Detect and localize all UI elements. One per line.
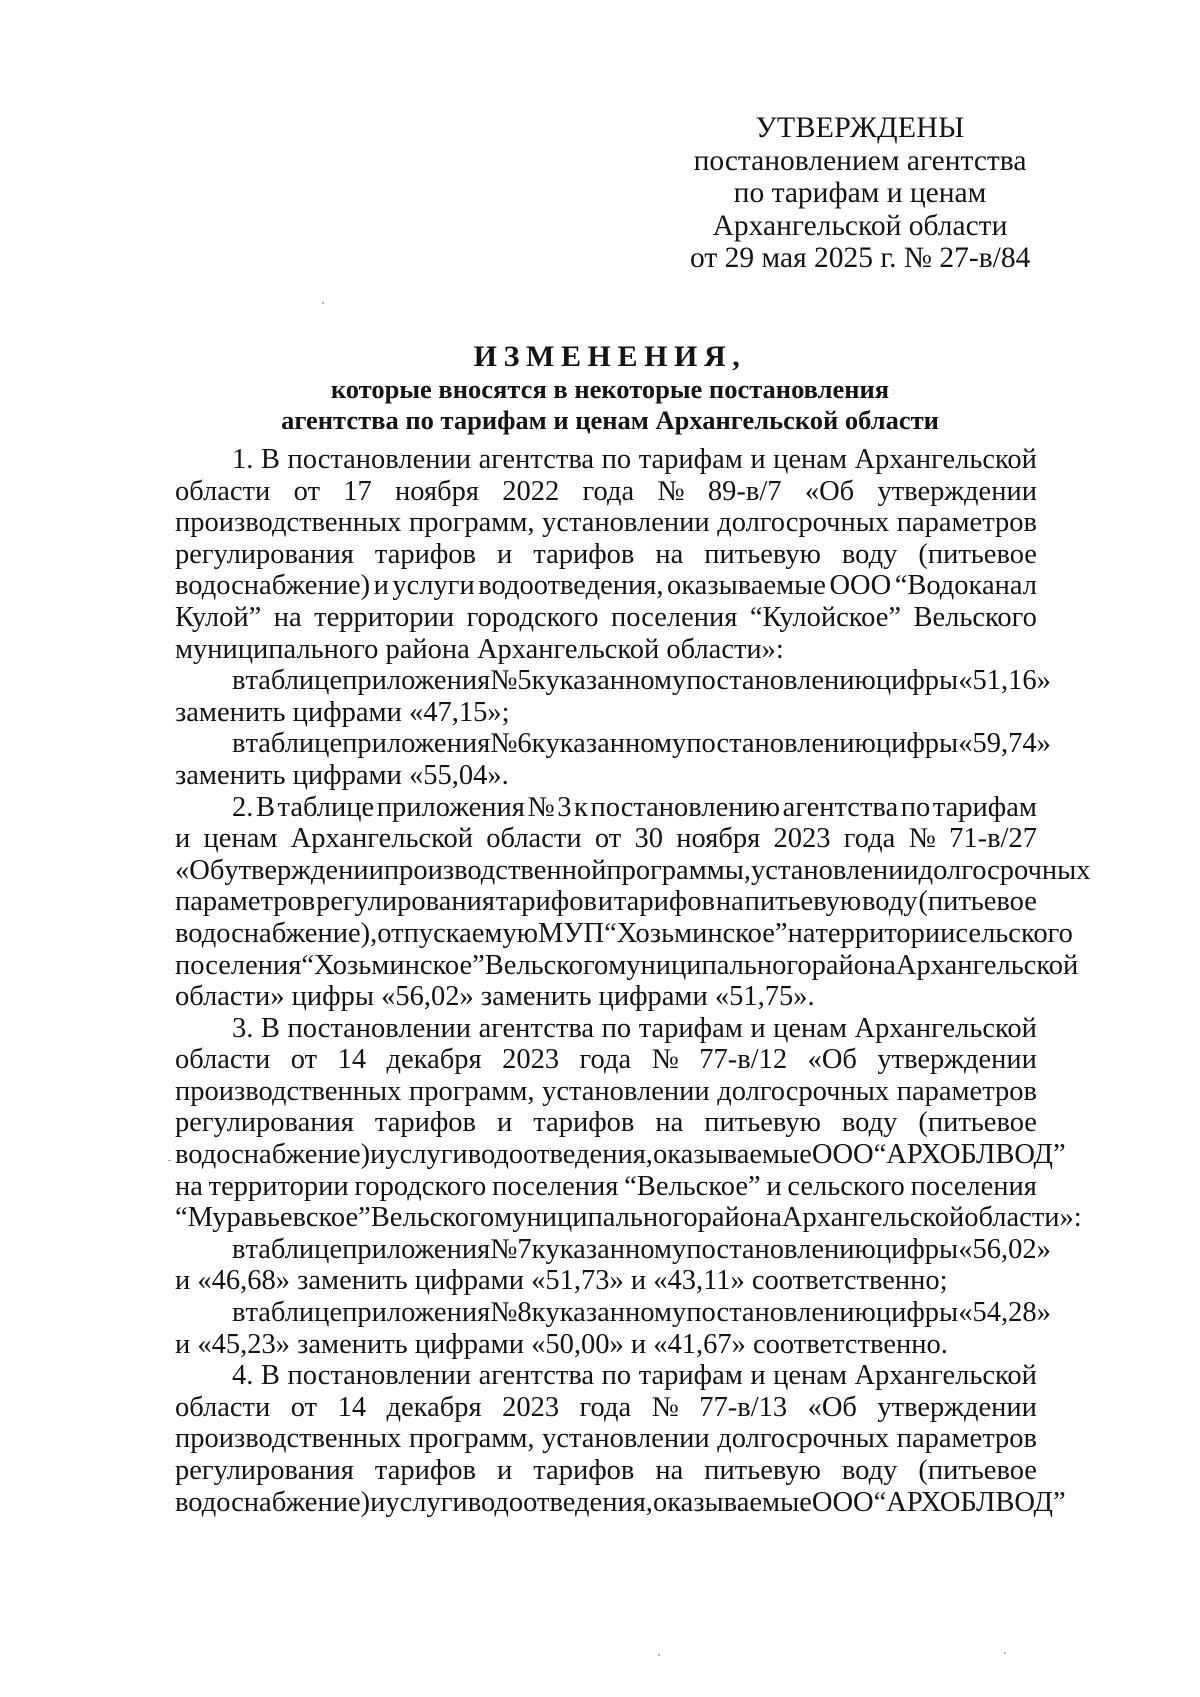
body-word: “Водоканал xyxy=(894,570,1037,602)
body-word: питьевую xyxy=(704,1107,821,1139)
body-line xyxy=(175,1171,1037,1203)
body-word: агентства xyxy=(782,791,899,823)
body-word: тарифов xyxy=(495,886,597,918)
body-word: № xyxy=(908,823,936,855)
body-word: тарифам xyxy=(638,1012,743,1044)
body-word: постановлению xyxy=(686,728,876,760)
body-word: постановлении xyxy=(287,1012,472,1044)
body-word: постановлении xyxy=(287,444,472,475)
body-line xyxy=(175,886,1037,918)
body-word: параметров xyxy=(896,1075,1037,1107)
scan-speck xyxy=(322,302,324,304)
body-word: производственных xyxy=(175,1423,402,1455)
body-word: тарифов xyxy=(374,1455,477,1486)
body-word: и xyxy=(597,886,614,918)
body-word: 77-в/13 xyxy=(699,1391,788,1423)
body-word: в xyxy=(232,1297,246,1329)
body-word: указанному xyxy=(545,1233,687,1265)
body-word: на xyxy=(273,601,302,633)
scan-speck xyxy=(1004,1652,1006,1654)
title-subtitle-line-1: которые вносятся в некоторые постановления xyxy=(330,374,890,404)
body-line xyxy=(175,1233,1051,1266)
body-word: питьевую xyxy=(704,1455,821,1486)
body-word: Архангельской xyxy=(290,823,474,855)
body-line: и «46,68» заменить цифрами «51,73» и «43,11» соответственно; xyxy=(175,1265,948,1297)
body-word: параметров xyxy=(896,1423,1037,1455)
body-word: постановлению xyxy=(686,1297,876,1329)
body-word: по xyxy=(601,444,632,475)
body-line: заменить цифрами «55,04». xyxy=(175,759,509,791)
body-word: 3. xyxy=(232,1012,254,1044)
approval-line: Архангельской области xyxy=(712,209,1008,242)
body-word: таблице xyxy=(245,728,343,760)
body-word: на xyxy=(655,1455,684,1486)
body-word: ценам xyxy=(203,823,278,855)
body-word: «54,28» xyxy=(958,1297,1051,1329)
body-line xyxy=(175,476,1037,508)
body-word: водоотведения, xyxy=(467,1486,653,1518)
body-word: агентства xyxy=(478,1012,595,1044)
body-word: В xyxy=(260,444,280,475)
body-word: оказываемые xyxy=(652,1486,812,1518)
body-word: регулирования xyxy=(316,886,495,918)
body-word: городского xyxy=(354,1170,487,1202)
body-word: водоотведения, xyxy=(467,1139,653,1171)
body-line: и «45,23» заменить цифрами «50,00» и «41,67» соответственно. xyxy=(175,1328,948,1360)
body-word: в xyxy=(232,665,246,697)
body-word: сельского xyxy=(955,917,1073,949)
body-word: Архангельской xyxy=(854,1012,1037,1044)
body-word: 8 xyxy=(517,1297,532,1329)
body-word: приложения xyxy=(376,791,525,823)
body-word: 3 xyxy=(557,791,572,823)
body-word: В xyxy=(255,791,275,823)
body-word: долгосрочных xyxy=(717,507,890,539)
body-word: городского xyxy=(466,601,599,633)
body-word: ноября xyxy=(395,475,479,507)
body-word: и xyxy=(370,1139,386,1171)
body-word: “Муравьевское” xyxy=(175,1202,371,1234)
body-word: Архангельской xyxy=(895,949,1079,981)
body-word: утверждении xyxy=(224,854,384,886)
body-line xyxy=(175,1202,1082,1234)
body-word: тарифов xyxy=(374,538,477,570)
body-word: и xyxy=(497,538,513,570)
body-line xyxy=(175,728,1051,760)
body-word: постановлению xyxy=(686,1233,876,1265)
body-word: тарифам xyxy=(638,1360,743,1392)
body-line xyxy=(175,1360,1037,1392)
body-word: программ, xyxy=(408,507,535,539)
body-word: воду xyxy=(841,538,898,570)
body-line: области» цифры «56,02» заменить цифрами «51,75». xyxy=(175,981,815,1013)
body-word: ценам xyxy=(773,1012,847,1044)
body-word: 2023 xyxy=(773,823,831,855)
body-word: 14 xyxy=(337,1044,367,1076)
body-word: агентства xyxy=(478,1360,595,1392)
body-word: 7 xyxy=(517,1233,532,1265)
body-word: № xyxy=(527,791,555,823)
body-word: указанному xyxy=(545,665,687,697)
body-word: установлении xyxy=(542,507,710,539)
body-word: ООО xyxy=(811,1486,874,1518)
body-word: к xyxy=(531,665,546,697)
body-word: воду xyxy=(862,886,918,918)
body-word: и xyxy=(373,570,389,602)
document-title xyxy=(175,340,1045,436)
body-word: «59,74» xyxy=(958,728,1051,760)
body-word: тарифов xyxy=(533,1107,635,1139)
body-word: указанному xyxy=(545,728,687,760)
body-word: «Об xyxy=(804,475,855,507)
body-word: сельского xyxy=(787,1170,905,1202)
body-line xyxy=(175,1297,1051,1329)
body-word: 2023 xyxy=(502,1044,560,1076)
body-word: ООО xyxy=(829,570,892,602)
body-word: к xyxy=(531,1297,546,1329)
body-line xyxy=(175,1423,1037,1455)
body-word: 2023 xyxy=(502,1391,560,1423)
body-word: 30 xyxy=(634,823,663,855)
body-word: приложения xyxy=(342,665,491,697)
body-word: «Об xyxy=(175,854,225,886)
body-word: от xyxy=(290,1391,318,1423)
body-word: № xyxy=(657,475,685,507)
body-word: “Хозьминское” xyxy=(301,949,485,981)
body-word: и xyxy=(370,1486,386,1518)
body-word: производственных xyxy=(175,507,402,539)
body-word: питьевую xyxy=(744,886,862,918)
body-word: № xyxy=(490,728,518,760)
body-word: от xyxy=(290,1044,318,1076)
body-word: утверждении xyxy=(877,1044,1037,1076)
body-line: заменить цифрами «47,15»; xyxy=(175,696,510,728)
body-word: регулирования xyxy=(175,1455,354,1486)
title-subtitle-line-2: агентства по тарифам и ценам Архангельской области xyxy=(281,405,939,435)
body-word: воду xyxy=(841,1107,898,1139)
body-word: поселения xyxy=(910,1170,1037,1202)
body-word: и xyxy=(497,1455,513,1486)
body-line xyxy=(175,917,1073,950)
body-line xyxy=(175,1392,1037,1424)
title-main: ИЗМЕНЕНИЯ, xyxy=(473,340,747,373)
body-word: № xyxy=(490,665,518,697)
body-word: года xyxy=(843,823,896,855)
approval-heading: УТВЕРЖДЕНЫ xyxy=(755,111,965,144)
body-word: поселения xyxy=(175,949,302,981)
body-word: долгосрочных xyxy=(717,1075,890,1107)
body-word: области xyxy=(175,475,271,507)
body-word: поселения xyxy=(492,1170,619,1202)
body-line xyxy=(175,1107,1037,1139)
body-word: тарифов xyxy=(374,1107,477,1139)
body-line xyxy=(175,507,1037,539)
body-word: и xyxy=(750,1012,766,1044)
body-word: муниципального xyxy=(608,949,812,981)
approval-line: постановлением агентства xyxy=(693,144,1027,177)
body-word: приложения xyxy=(342,728,491,760)
body-word: поселения xyxy=(611,601,738,633)
body-word: на xyxy=(715,886,744,918)
body-word: года xyxy=(582,475,635,507)
body-word: к xyxy=(574,791,588,823)
body-word: и xyxy=(766,1170,782,1202)
body-word: в xyxy=(232,728,246,760)
body-word: года xyxy=(579,1044,632,1076)
body-word: оказываемые xyxy=(667,570,826,602)
body-word: района xyxy=(811,949,896,981)
body-word: № xyxy=(651,1391,679,1423)
body-word: муниципального xyxy=(494,1202,698,1234)
body-line xyxy=(175,539,1037,571)
body-word: “Кулойское” xyxy=(749,601,902,633)
body-word: (питьевое xyxy=(918,886,1037,918)
body-word: к xyxy=(531,1233,546,1265)
body-word: района xyxy=(697,1202,782,1234)
body-line xyxy=(175,602,1037,634)
body-word: года xyxy=(579,1391,632,1423)
body-word: области xyxy=(486,823,582,855)
body-word: 1. xyxy=(232,444,254,475)
body-word: тарифов xyxy=(533,538,635,570)
body-word: установлении xyxy=(751,854,919,886)
body-word: «51,16» xyxy=(958,665,1051,697)
body-word: 14 xyxy=(337,1391,367,1423)
approval-date-number: от 29 мая 2025 г. № 27-в/84 xyxy=(690,242,1031,274)
body-word: области xyxy=(175,1044,271,1076)
body-word: по xyxy=(900,791,931,823)
body-word: агентства xyxy=(478,444,595,475)
approval-stamp-block xyxy=(690,112,1030,275)
body-word: В xyxy=(260,1012,280,1044)
body-word: регулирования xyxy=(175,538,354,570)
body-line xyxy=(175,949,1079,982)
body-word: ООО xyxy=(811,1139,874,1171)
body-word: указанному xyxy=(545,1297,687,1329)
body-word: программ, xyxy=(408,1423,535,1455)
body-word: ноября xyxy=(676,823,761,855)
body-line xyxy=(175,665,1051,697)
body-word: 2. xyxy=(232,791,254,823)
body-word: отпускаемую xyxy=(377,917,539,949)
body-word: цифры xyxy=(875,1233,959,1265)
body-word: водоснабжение), xyxy=(175,917,378,949)
body-word: “Хозьминское” xyxy=(604,917,788,949)
body-word: таблице xyxy=(245,1297,343,1329)
body-word: ценам xyxy=(773,444,847,475)
body-word: программ, xyxy=(408,1075,535,1107)
body-word: декабря xyxy=(386,1044,482,1076)
body-word: постановлению xyxy=(590,791,781,823)
scan-speck xyxy=(658,1654,660,1656)
body-word: территории xyxy=(314,601,455,633)
scan-speck xyxy=(168,1160,171,1161)
body-word: долгосрочных xyxy=(717,1423,890,1455)
body-word: параметров xyxy=(175,886,316,918)
body-word: производственной xyxy=(383,854,607,886)
body-word: области»: xyxy=(964,1202,1082,1234)
body-line xyxy=(175,1486,1066,1519)
body-line xyxy=(175,823,1037,855)
body-word: в xyxy=(232,1233,246,1265)
body-word: водоснабжение) xyxy=(175,1139,371,1171)
body-word: ценам xyxy=(773,1360,847,1392)
body-word: тарифов xyxy=(533,1455,635,1486)
body-line xyxy=(175,444,1037,476)
body-line xyxy=(175,1044,1037,1076)
body-word: утверждении xyxy=(877,1391,1037,1423)
body-word: Архангельской xyxy=(854,1360,1037,1392)
body-word: «Об xyxy=(807,1044,857,1076)
body-line xyxy=(175,1013,1037,1045)
body-word: области xyxy=(175,1391,271,1423)
body-word: (питьевое xyxy=(918,538,1037,570)
body-word: (питьевое xyxy=(918,1107,1037,1139)
body-word: на xyxy=(655,1107,684,1139)
body-word: 71-в/27 xyxy=(949,823,1037,855)
body-word: и xyxy=(175,823,191,855)
body-word: тарифам xyxy=(932,791,1037,823)
body-word: цифры xyxy=(875,1297,959,1329)
body-word: «56,02» xyxy=(958,1233,1051,1265)
body-word: на xyxy=(655,538,684,570)
body-word: услуги xyxy=(392,570,475,602)
body-line xyxy=(175,792,1037,824)
body-line xyxy=(175,1076,1037,1108)
body-word: от xyxy=(594,823,622,855)
body-word: на xyxy=(175,1170,203,1202)
body-word: 4. xyxy=(232,1360,254,1392)
body-word: таблице xyxy=(277,791,375,823)
body-line xyxy=(175,570,1037,602)
body-line xyxy=(175,1139,1066,1171)
body-word: и xyxy=(497,1107,513,1139)
body-word: услуги xyxy=(385,1486,468,1518)
body-word: приложения xyxy=(342,1233,491,1265)
body-word: 17 xyxy=(343,475,372,507)
body-word: 5 xyxy=(517,665,532,697)
body-word: к xyxy=(531,728,546,760)
body-word: на xyxy=(787,917,816,949)
body-word: “Вельское” xyxy=(624,1170,761,1202)
body-word: и xyxy=(750,444,766,475)
body-word: по xyxy=(601,1012,632,1044)
body-word: воду xyxy=(841,1455,898,1486)
body-word: Кулой” xyxy=(175,601,262,633)
body-word: тарифов xyxy=(613,886,716,918)
body-word: Архангельской xyxy=(854,444,1037,475)
body-word: МУП xyxy=(538,917,605,949)
body-word: № xyxy=(490,1233,518,1265)
body-word: цифры xyxy=(875,665,959,697)
body-word: “АРХОБЛВОД” xyxy=(873,1486,1066,1518)
body-word: 77-в/12 xyxy=(699,1044,788,1076)
body-word: постановлению xyxy=(686,665,876,697)
body-word: Вельского xyxy=(370,1202,495,1234)
body-word: В xyxy=(260,1360,280,1392)
document-body xyxy=(175,444,1091,1518)
body-word: водоснабжение) xyxy=(175,570,371,602)
body-line xyxy=(175,854,1091,887)
body-word: приложения xyxy=(342,1297,491,1329)
body-word: № xyxy=(490,1297,518,1329)
body-word: таблице xyxy=(245,665,343,697)
body-word: питьевую xyxy=(704,538,821,570)
body-word: установлении xyxy=(542,1423,710,1455)
body-word: территории xyxy=(208,1170,349,1202)
body-word: оказываемые xyxy=(652,1139,812,1171)
approval-line: по тарифам и ценам xyxy=(733,177,987,209)
body-word: постановлении xyxy=(287,1360,472,1392)
body-word: от xyxy=(293,475,320,507)
body-word: 2022 xyxy=(502,475,560,507)
body-word: территории xyxy=(815,917,956,949)
body-word: № xyxy=(651,1044,679,1076)
body-word: параметров xyxy=(896,507,1037,539)
body-word: цифры xyxy=(875,728,959,760)
body-word: Архангельской xyxy=(781,1202,965,1234)
body-line xyxy=(175,1455,1037,1487)
body-word: 89-в/7 xyxy=(707,475,782,507)
body-word: 6 xyxy=(517,728,532,760)
body-word: «Об xyxy=(807,1391,857,1423)
body-word: программы, xyxy=(606,854,752,886)
body-word: услуги xyxy=(385,1139,468,1171)
body-word: установлении xyxy=(542,1075,710,1107)
body-word: водоотведения, xyxy=(478,570,664,602)
body-word: “АРХОБЛВОД” xyxy=(873,1139,1066,1171)
body-word: декабря xyxy=(386,1391,482,1423)
body-word: Вельского xyxy=(913,601,1037,633)
body-word: долгосрочных xyxy=(918,854,1091,886)
body-word: утверждении xyxy=(877,475,1037,507)
body-word: производственных xyxy=(175,1075,402,1107)
body-word: по xyxy=(601,1360,632,1392)
body-line: муниципального района Архангельской области»: xyxy=(175,633,784,665)
body-word: Вельского xyxy=(484,949,609,981)
body-word: и xyxy=(750,1360,766,1392)
body-word: тарифам xyxy=(638,444,743,475)
body-word: таблице xyxy=(245,1233,343,1265)
body-word: (питьевое xyxy=(918,1455,1037,1486)
body-word: водоснабжение) xyxy=(175,1486,371,1518)
body-word: регулирования xyxy=(175,1107,354,1139)
